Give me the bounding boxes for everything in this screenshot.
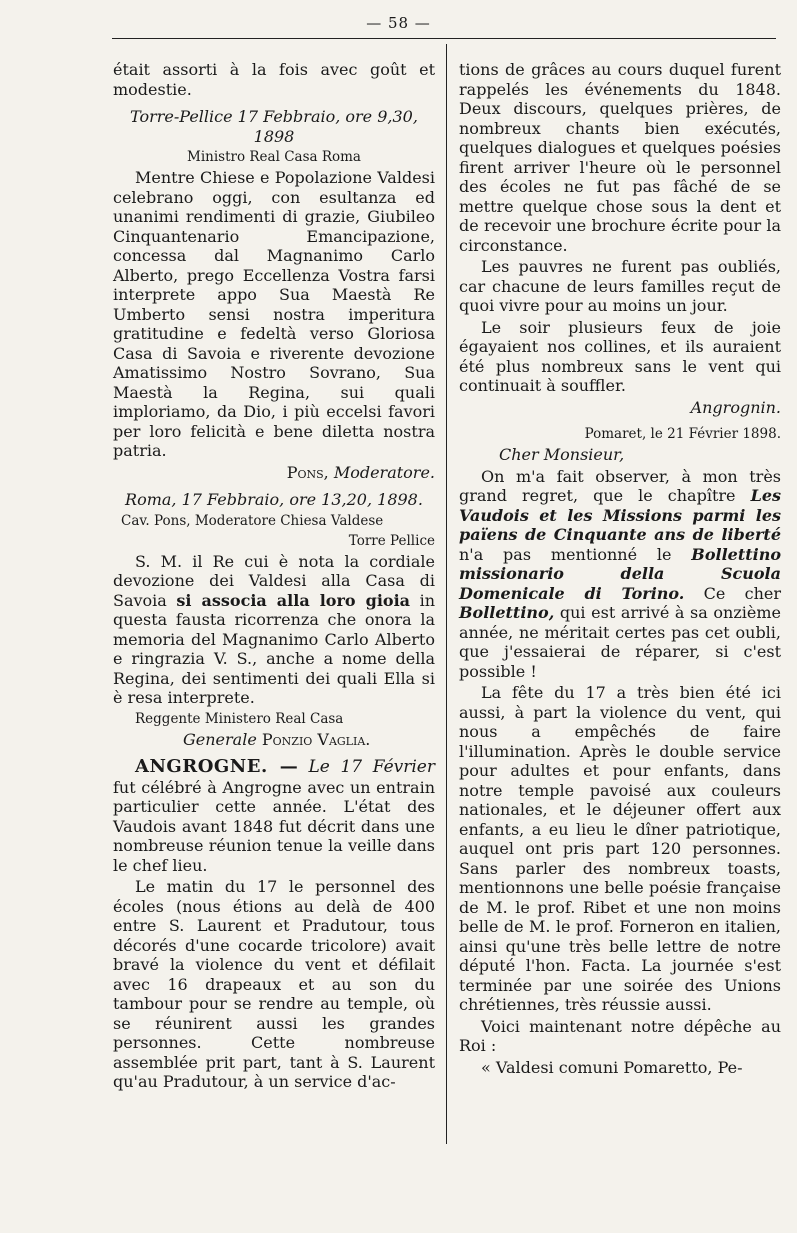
- telegram-signature: Generale Ponzio Vaglia.: [183, 729, 371, 749]
- page-number: — 58 —: [366, 14, 431, 32]
- telegram-body: S. M. il Re cui è nota la cordiale devozione dei Valdesi alla Casa di Savoia si associa alla loro gioia in questa fausta ricorrenza che onora la memoria del Magnanimo Carlo Alberto e ringrazia V. S., anche a nome della Regina, dei sentimenti dei quali Ella si è resa interprete.: [113, 551, 435, 707]
- telegram-recipient: Ministro Real Casa Roma: [187, 149, 361, 165]
- salutation: Cher Monsieur,: [499, 445, 625, 464]
- paragraph: On m'a fait observer, à mon très grand regret, que le chapître Les Vaudois et les Missions parmi les païens de Cinquante ans de liberté n'a pas mentionné le Bollettino missionario della Scuola Domenicale di Torino. Ce cher Bollettino, qui est arrivé à sa onzième année, ne méritait certes pas cet oubli, que j'essaierai de réparer, si c'est possible !: [459, 466, 781, 681]
- section-date: Le 17 Février: [308, 757, 435, 777]
- signature-title: Moderatore.: [333, 462, 435, 482]
- telegram-header: Roma, 17 Febbraio, ore 13,20, 1898.: [125, 490, 423, 509]
- paragraph: « Valdesi comuni Pomaretto, Pe-: [481, 1057, 743, 1077]
- telegram-signature-office: Reggente Ministero Real Casa: [135, 710, 344, 727]
- column-divider: [446, 44, 447, 1144]
- right-column: [459, 60, 781, 1079]
- paragraph: Voici maintenant notre dépêche au Roi :: [459, 1016, 781, 1055]
- telegram-recipient: Cav. Pons, Moderatore Chiesa Valdese: [121, 512, 384, 529]
- signature: Angrognin.: [690, 397, 781, 417]
- telegram-body: Mentre Chiese e Popolazione Valdesi celebrano oggi, con esultanza ed unanimi rendimenti di grazie, Giubileo Cinquantenario Emancipazione, concessa dal Magnanimo Carlo Alberto, prego Eccellenza Vostra farsi interprete appo Sua Maestà Re Umberto sensi nostra imperitura gratitudine e fedeltà verso Gloriosa Casa di Savoia e riverente devozione Amatissimo Nostro Sovrano, Sua Maestà la Regina, sui quali imploriamo, da Dio, i più eccelsi favori per loro felicità e bene diletta nostra patria.: [113, 168, 435, 460]
- telegram-signature: [113, 463, 435, 483]
- header-rule: [112, 38, 776, 39]
- section-heading: ANGROGNE. —: [135, 756, 299, 777]
- paragraph: était assorti à la fois avec goût et modestie.: [113, 60, 435, 99]
- paragraph: La fête du 17 a très bien été ici aussi, à part la violence du vent, qui nous a empêchés de faire l'illumination. Après le double service pour adultes et pour enfants, dans notre temple pavoisé aux couleurs nationales, et le déjeuner offert aux enfants, a eu lieu le dîner patriotique, auquel ont pris part 120 personnes. Sans parler des nombreux toasts, mentionnons une belle poésie française de M. le prof. Ribet et une non moins belle de M. le prof. Forneron en italien, ainsi qu'une très belle lettre de notre député l'hon. Facta. La journée s'est terminée par une soirée des Unions chrétiennes, très réussie aussi.: [459, 683, 781, 1014]
- signature-name: Pons,: [286, 462, 329, 482]
- telegram-recipient-city: Torre Pellice: [348, 532, 435, 549]
- telegram-header: Torre-Pellice 17 Febbraio, ore 9,30, 1898: [130, 107, 418, 146]
- section-angrogne: ANGROGNE. — Le 17 Février fut célébré à Angrogne avec un entrain particulier cette année. L'état des Vaudois avant 1848 fut décrit dans une nombreuse réunion tenue la veille dans le chef lieu.: [113, 756, 435, 875]
- paragraph: Les pauvres ne furent pas oubliés, car chacune de leurs familles reçut de quoi vivre pour au moins un jour.: [459, 257, 781, 315]
- left-column: [113, 60, 435, 1094]
- letter-date: Pomaret, le 21 Février 1898.: [584, 426, 781, 442]
- paragraph: tions de grâces au cours duquel furent rappelés les événements du 1848. Deux discours, quelques prières, de nombreux chants bien exécutés, quelques dialogues et quelques poésies firent arriver l'heure où le personnel des écoles ne fut pas fâché de se mettre quelque chose sous la dent et de recevoir une brochure écrite pour la circonstance.: [459, 60, 781, 255]
- paragraph: Le soir plusieurs feux de joie égayaient nos collines, et ils auraient été plus nombreux sans le vent qui continuait à souffler.: [459, 317, 781, 395]
- paragraph: Le matin du 17 le personnel des écoles (nous étions au delà de 400 entre S. Laurent et Pradutour, tous décorés d'une cocarde tricolore) avait bravé la violence du vent et défilait avec 16 drapeaux et au son du tambour pour se rendre au temple, où se réunirent aussi les grandes personnes. Cette nombreuse assemblée prit part, tant à S. Laurent qu'au Pradutour, à un service d'ac-: [113, 877, 435, 1091]
